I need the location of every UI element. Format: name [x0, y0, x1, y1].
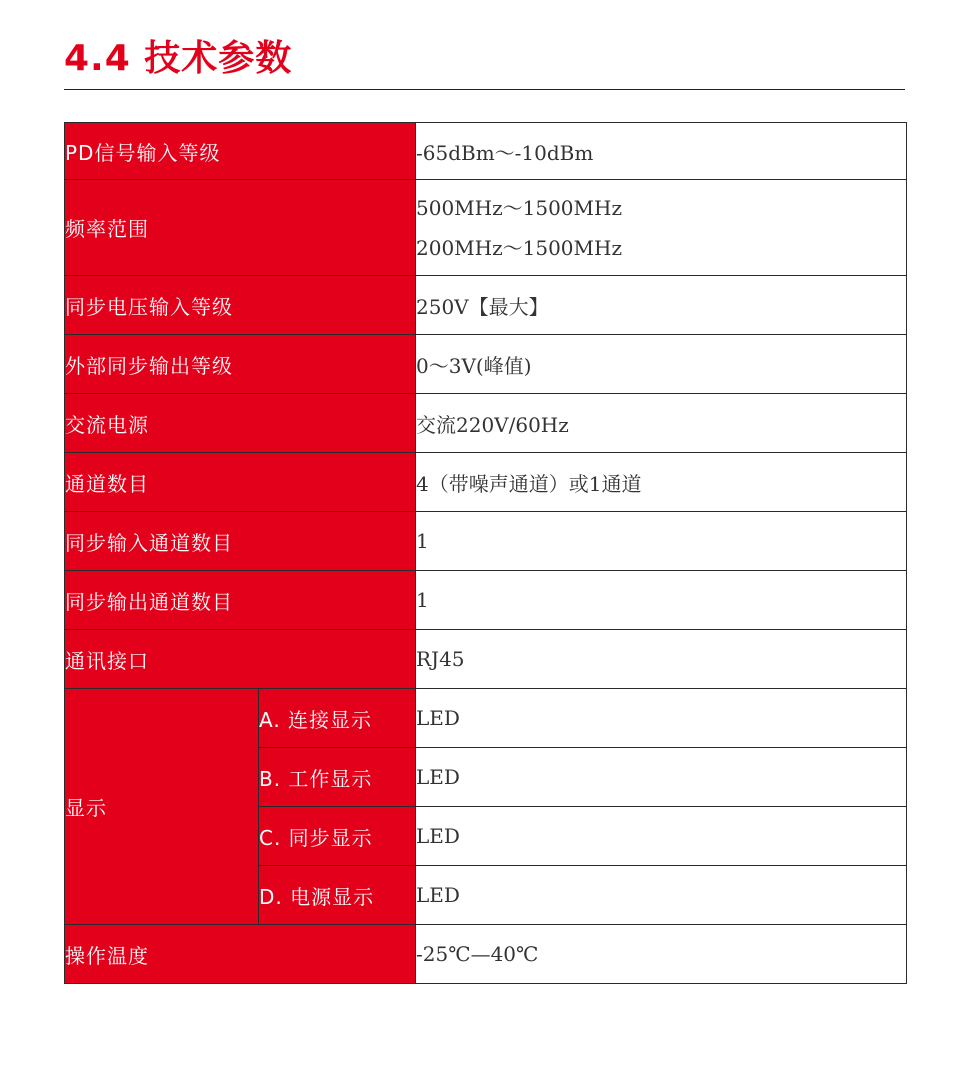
- row-label: PD信号输入等级: [65, 123, 416, 180]
- display-sub-label: B. 工作显示: [259, 748, 416, 807]
- section-title: 4.4 技术参数: [64, 38, 293, 79]
- row-value: 4（带噪声通道）或1通道: [416, 453, 907, 512]
- row-value: LED: [416, 689, 907, 748]
- row-value: RJ45: [416, 630, 907, 689]
- table-row: [65, 394, 907, 453]
- table-row: [65, 276, 907, 335]
- row-value: LED: [416, 866, 907, 925]
- display-label: 显示: [65, 689, 259, 925]
- table-row: [65, 123, 907, 180]
- row-value: LED: [416, 807, 907, 866]
- value-line: 500MHz～1500MHz: [416, 195, 622, 220]
- row-label: 同步电压输入等级: [65, 276, 416, 335]
- row-value: 250V【最大】: [416, 276, 907, 335]
- row-label: 交流电源: [65, 394, 416, 453]
- title-divider: [64, 89, 905, 90]
- row-value: -65dBm～-10dBm: [416, 123, 907, 180]
- row-value: -25℃—40℃: [416, 925, 907, 984]
- display-sub-label: D. 电源显示: [259, 866, 416, 925]
- row-value: 1: [416, 571, 907, 630]
- table-row: [65, 453, 907, 512]
- row-value: 交流220V/60Hz: [416, 394, 907, 453]
- table-row: [65, 925, 907, 984]
- table-row: [65, 630, 907, 689]
- row-label: 通讯接口: [65, 630, 416, 689]
- row-label: 外部同步输出等级: [65, 335, 416, 394]
- display-sub-label: C. 同步显示: [259, 807, 416, 866]
- row-value: 1: [416, 512, 907, 571]
- spec-table: [64, 122, 907, 984]
- row-label: 操作温度: [65, 925, 416, 984]
- row-value: LED: [416, 748, 907, 807]
- row-value: 0～3V(峰值): [416, 335, 907, 394]
- table-row: [65, 571, 907, 630]
- display-sub-label: A. 连接显示: [259, 689, 416, 748]
- table-row: [65, 689, 907, 748]
- table-row: [65, 180, 907, 276]
- value-line: 200MHz～1500MHz: [416, 235, 622, 260]
- row-label: 同步输入通道数目: [65, 512, 416, 571]
- row-value: [416, 180, 907, 276]
- row-label: 频率范围: [65, 180, 416, 276]
- table-row: [65, 512, 907, 571]
- table-row: [65, 335, 907, 394]
- row-label: 通道数目: [65, 453, 416, 512]
- row-label: 同步输出通道数目: [65, 571, 416, 630]
